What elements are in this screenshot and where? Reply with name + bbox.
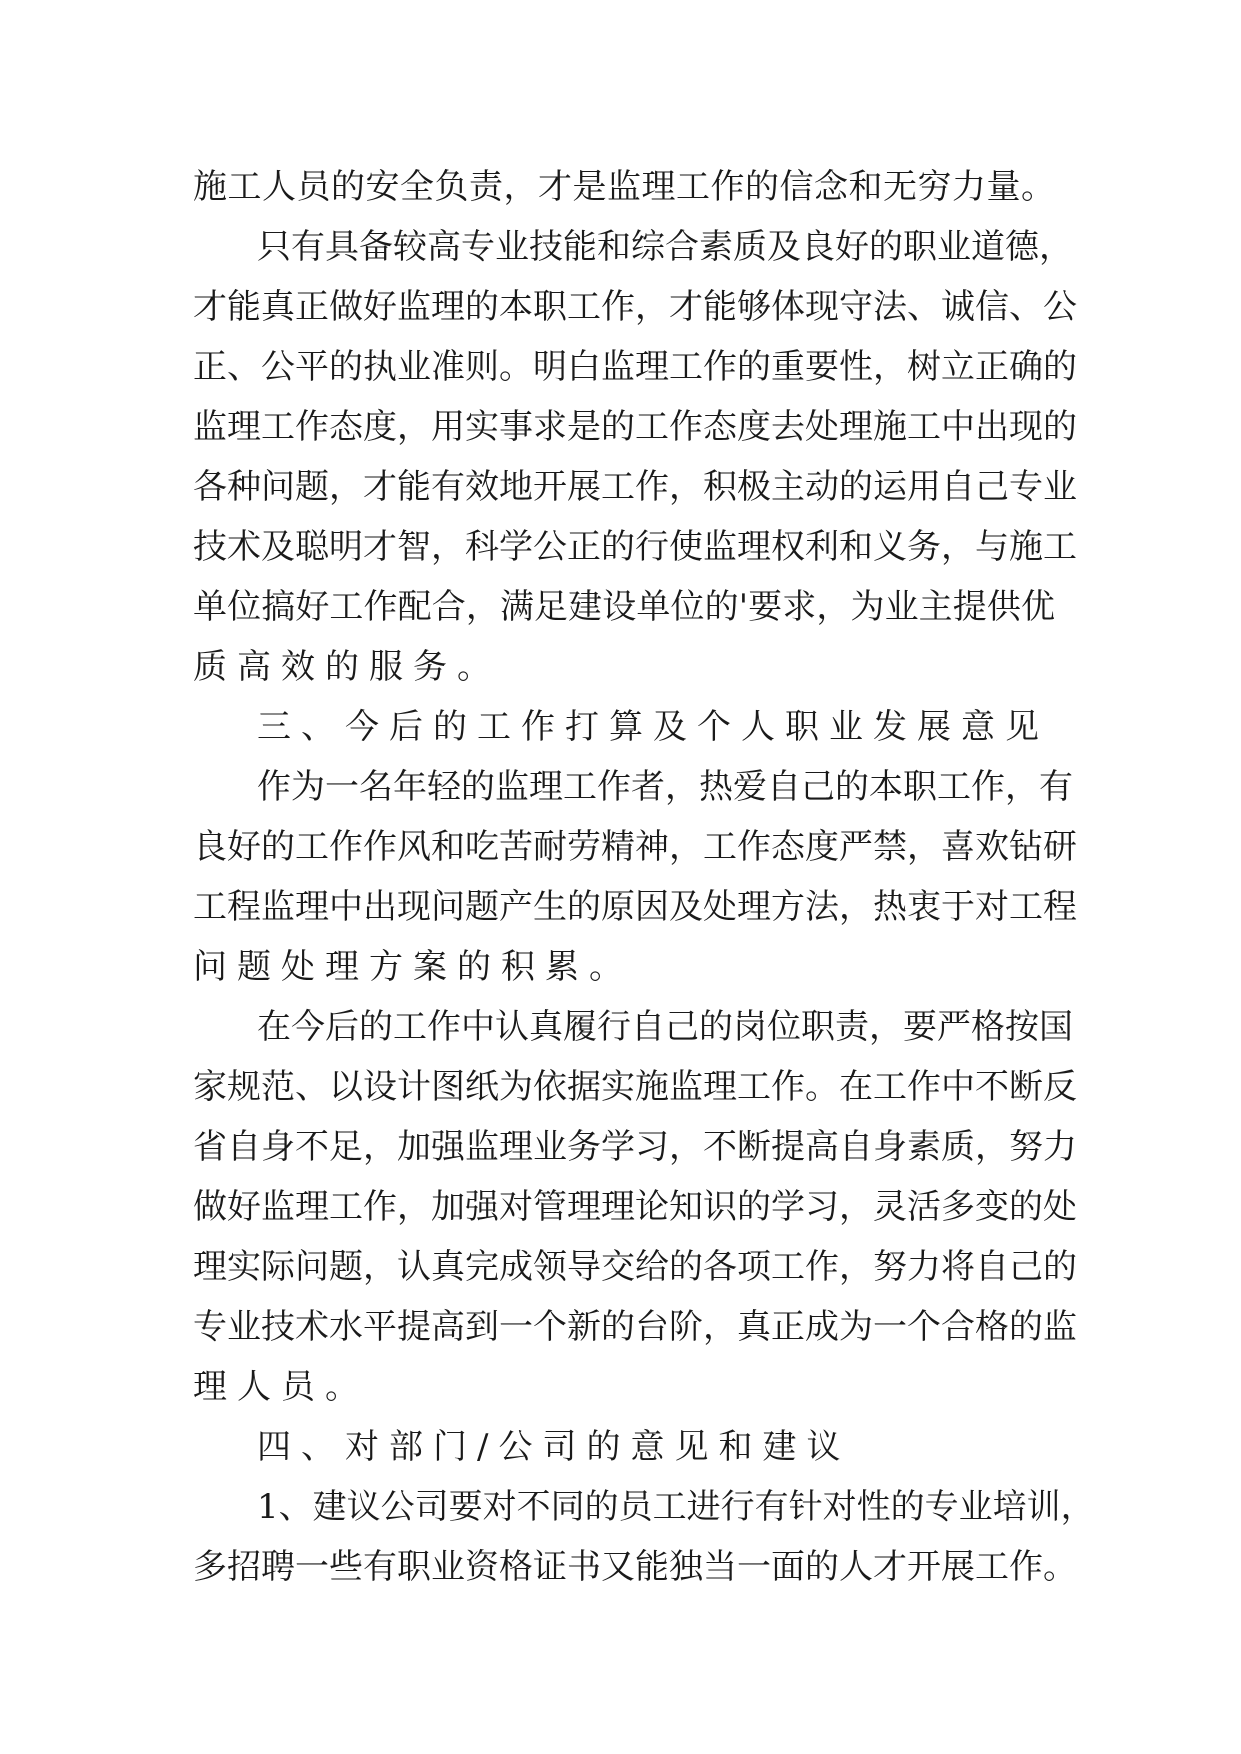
paragraph <box>193 997 1077 1417</box>
text-line: 四、对部门/公司的意见和建议 <box>257 1427 851 1467</box>
text-line: 家规范、以设计图纸为依据实施监理工作。在工作中不断反 <box>193 1067 1077 1107</box>
paragraph <box>193 1477 1095 1597</box>
text-line: 理人员。 <box>193 1367 369 1407</box>
paragraph <box>193 217 1077 697</box>
section-heading <box>193 697 1055 757</box>
text-line: 质高效的服务。 <box>193 647 501 687</box>
text-line: 工程监理中出现问题产生的原因及处理方法，热衷于对工程 <box>193 887 1077 927</box>
text-line: 做好监理工作，加强对管理理论知识的学习，灵活多变的处 <box>193 1187 1077 1227</box>
text-line: 施工人员的安全负责，才是监理工作的信念和无穷力量。 <box>193 167 1055 207</box>
text-line: 在今后的工作中认真履行自己的岗位职责，要严格按国 <box>257 1007 1073 1047</box>
text-line: 良好的工作作风和吃苦耐劳精神，工作态度严禁，喜欢钻研 <box>193 827 1077 867</box>
paragraph <box>193 157 1055 217</box>
text-line: 监理工作态度，用实事求是的工作态度去处理施工中出现的 <box>193 407 1077 447</box>
text-line: 技术及聪明才智，科学公正的行使监理权利和义务，与施工 <box>193 527 1077 567</box>
text-line: 作为一名年轻的监理工作者，热爱自己的本职工作，有 <box>257 767 1073 807</box>
text-line: 专业技术水平提高到一个新的台阶，真正成为一个合格的监 <box>193 1307 1077 1347</box>
text-line: 理实际问题，认真完成领导交给的各项工作，努力将自己的 <box>193 1247 1077 1287</box>
text-line: 问题处理方案的积累。 <box>193 947 633 987</box>
text-line: 1、建议公司要对不同的员工进行有针对性的专业培训， <box>257 1487 1095 1527</box>
text-line: 才能真正做好监理的本职工作，才能够体现守法、诚信、公 <box>193 287 1077 327</box>
document-page <box>193 157 1095 1597</box>
text-line: 单位搞好工作配合，满足建设单位的'要求，为业主提供优 <box>193 587 1055 627</box>
text-line: 各种问题，才能有效地开展工作，积极主动的运用自己专业 <box>193 467 1077 507</box>
text-line: 多招聘一些有职业资格证书又能独当一面的人才开展工作。 <box>193 1547 1077 1587</box>
paragraph <box>193 757 1077 997</box>
text-line: 只有具备较高专业技能和综合素质及良好的职业道德， <box>257 227 1073 267</box>
text-line: 三、今后的工作打算及个人职业发展意见 <box>257 707 1049 747</box>
text-line: 正、公平的执业准则。明白监理工作的重要性，树立正确的 <box>193 347 1077 387</box>
text-line: 省自身不足，加强监理业务学习，不断提高自身素质，努力 <box>193 1127 1077 1167</box>
section-heading <box>193 1417 1055 1477</box>
